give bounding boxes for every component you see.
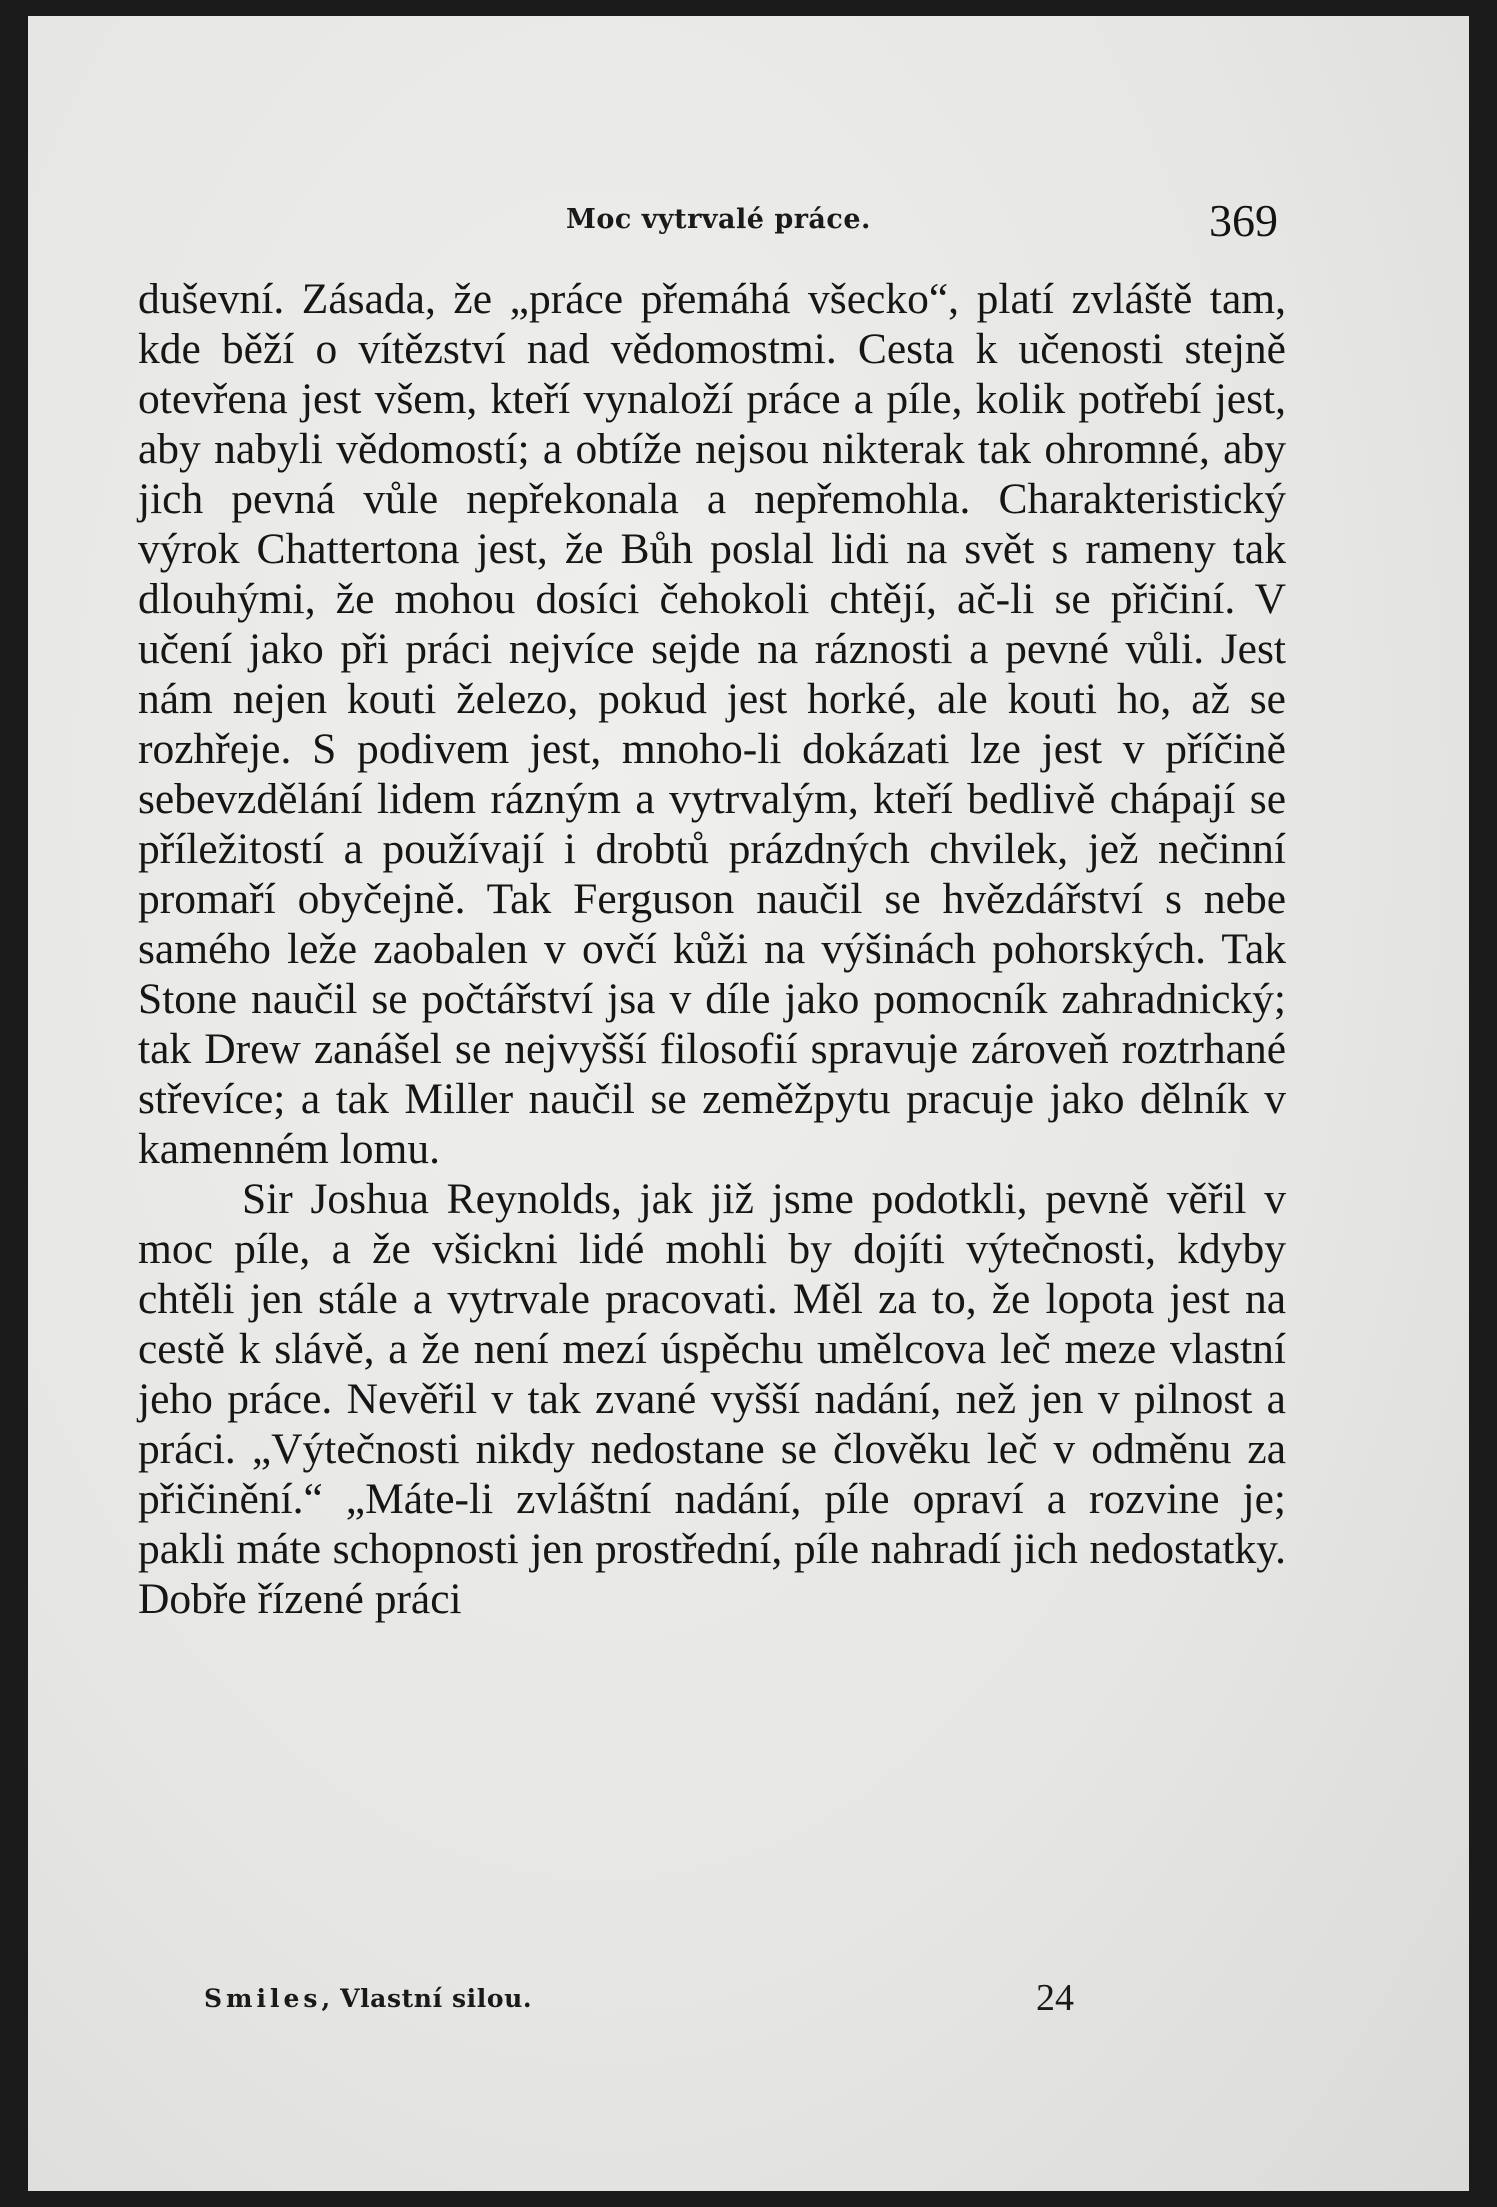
paragraph: Sir Joshua Reynolds, jak již jsme podotkli, pevně věřil v moc píle, a že všickni lidé mohli by dojíti výtečnosti, kdyby chtěli jen stále a vytrvale pracovati. Měl za to, že lopota jest na cestě k slávě, a že není mezí úspěchu umělcova leč meze vlastní jeho práce. Nevěřil v tak zvané vyšší nadání, než jen v pilnost a práci. „Výtečnosti nikdy nedostane se člověku leč v odměnu za přičinění.“ „Máte-li zvláštní nadání, píle opraví a rozvine je; pakli máte schopnosti jen prostřední, píle nahradí jich nedostatky. Dobře řízené práci (138, 1175, 1286, 1623)
page-footer (204, 1976, 1204, 2019)
footer-author: Smiles (204, 1984, 322, 2013)
page-header (538, 194, 1278, 254)
page-number: 369 (1209, 195, 1278, 246)
footer-work-title: , Vlastní silou. (321, 1984, 533, 2013)
book-page (28, 16, 1469, 2191)
paragraph: duševní. Zásada, že „práce přemáhá všecko“, platí zvláště tam, kde běží o vítězství nad vědomostmi. Cesta k učenosti stejně otevřena jest všem, kteří vynaloží práce a píle, kolik potřebí jest, aby nabyli vědomostí; a obtíže nejsou nikterak tak ohromné, aby jich pevná vůle nepřekonala a nepřemohla. Charakteristický výrok Chattertona jest, že Bůh poslal lidi na svět s rameny tak dlouhými, že mohou dosíci čehokoli chtějí, ač-li se přičiní. V učení jako při práci nejvíce sejde na ráznosti a pevné vůli. Jest nám nejen kouti železo, pokud jest horké, ale kouti ho, až se rozhřeje. S podivem jest, mnoho-li dokázati lze jest v příčině sebevzdělání lidem rázným a vytrvalým, kteří bedlivě chápají se příležitostí a používají i drobtů prázdných chvilek, jež nečinní promaří obyčejně. Tak Ferguson naučil se hvězdářství s nebe samého leže zaobalen v ovčí kůži na výšinách pohorských. Tak Stone naučil se počtářství jsa v díle jako pomocník zahradnický; tak Drew zanášel se nejvyšší filosofií spravuje zároveň roztrhané střevíce; a tak Miller naučil se zeměžpytu pracuje jako dělník v kamenném lomu. (138, 275, 1286, 1173)
footer-signature (204, 1984, 532, 2013)
running-title: Moc vytrvalé práce. (566, 204, 871, 235)
sheet-number: 24 (1036, 1977, 1074, 2019)
body-text (138, 274, 1286, 1624)
